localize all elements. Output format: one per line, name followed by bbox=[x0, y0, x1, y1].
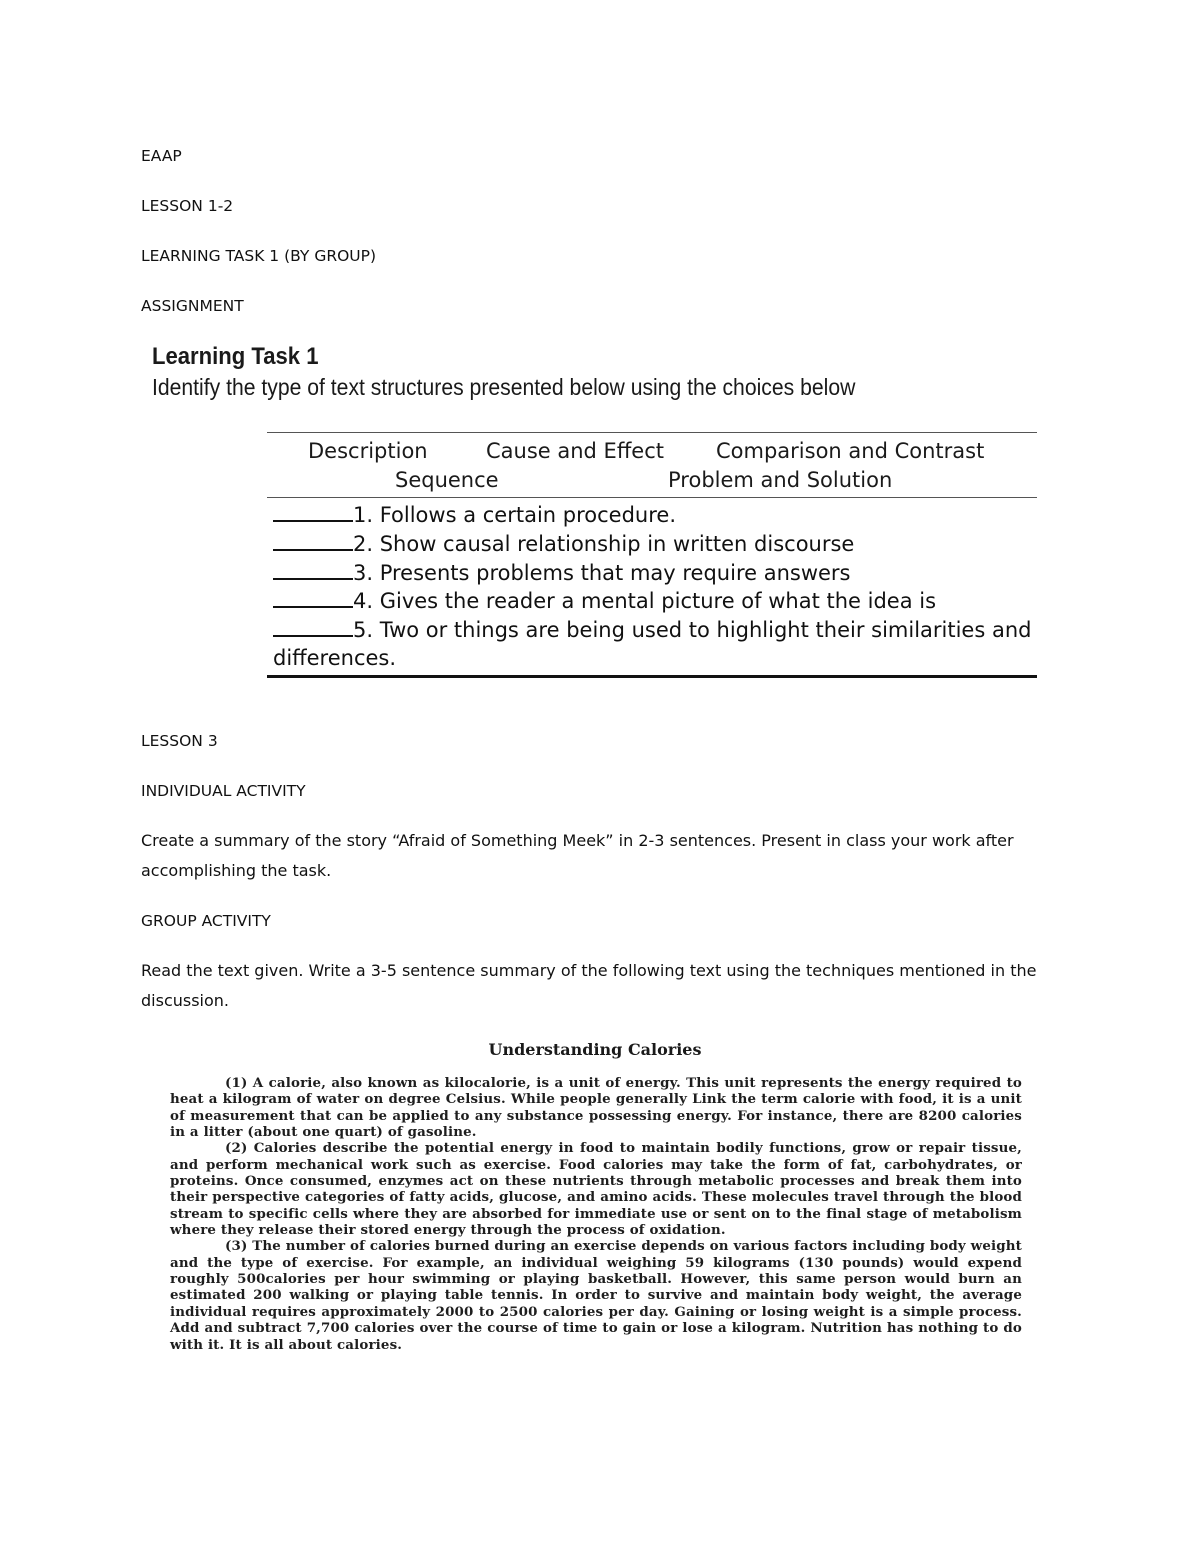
task-item-3: 3. Presents problems that may require answers bbox=[273, 560, 851, 585]
choice-cause-effect: Cause and Effect bbox=[486, 439, 664, 463]
task-item-1: 1. Follows a certain procedure. bbox=[273, 502, 676, 527]
task-item-4: 4. Gives the reader a mental picture of what the idea is bbox=[273, 588, 936, 613]
choice-sequence: Sequence bbox=[395, 468, 499, 492]
task-item-5-continuation: differences. bbox=[273, 646, 397, 670]
task-item-2: 2. Show causal relationship in written discourse bbox=[273, 531, 854, 556]
assignment-heading: ASSIGNMENT bbox=[141, 297, 244, 315]
individual-activity-heading: INDIVIDUAL ACTIVITY bbox=[141, 782, 306, 800]
learning-task-1-instruction: Identify the type of text structures presented below using the choices below bbox=[152, 374, 856, 400]
answer-blank bbox=[273, 617, 353, 637]
group-activity-heading: GROUP ACTIVITY bbox=[141, 912, 271, 930]
reading-paragraph-2: (2) Calories describe the potential energy in food to maintain bodily functions, grow or repair tissue, and perform mechanical work such as exercise. Food calories may take the form of fat, carbohydrates, or proteins. Once consumed, enzymes act on these nutrients through metabolic processes and break them into their perspective categories of fatty acids, glucose, and amino acids. These molecules travel through the blood stream to specific cells where they are absorbed for immediate use or sent on to the final stage of metabolism where they release their stored energy through the process of oxidation. bbox=[170, 1140, 1022, 1239]
choice-comparison-contrast: Comparison and Contrast bbox=[716, 439, 985, 463]
choice-problem-solution: Problem and Solution bbox=[668, 468, 893, 492]
answer-blank bbox=[273, 588, 353, 608]
reading-title: Understanding Calories bbox=[488, 1040, 702, 1059]
choices-bottom-rule bbox=[267, 497, 1037, 498]
answer-blank bbox=[273, 531, 353, 551]
course-code: EAAP bbox=[141, 147, 182, 165]
reading-paragraph-1: (1) A calorie, also known as kilocalorie, is a unit of energy. This unit represents the energy required to heat a kilogram of water on degree Celsius. While people generally Link the term calorie with food, it is a unit of measurement that can be applied to any substance possessing energy. For instance, there are 8200 calories in a litter (about one quart) of gasoline. bbox=[170, 1075, 1022, 1141]
lesson-1-2-heading: LESSON 1-2 bbox=[141, 197, 234, 215]
learning-task-heading: LEARNING TASK 1 (BY GROUP) bbox=[141, 247, 377, 265]
reading-paragraph-3: (3) The number of calories burned during an exercise depends on various factors including body weight and the type of exercise. For example, an individual weighing 59 kilograms (130 pounds) would expend roughly 500calories per hour swimming or playing basketball. However, this same person would burn an estimated 200 walking or playing table tennis. In order to survive and maintain body weight, the average individual requires approximately 2000 to 2500 calories per day. Gaining or losing weight is a simple process. Add and subtract 7,700 calories over the course of time to gain or lose a kilogram. Nutrition has nothing to do with it. It is all about calories. bbox=[170, 1238, 1022, 1353]
answer-blank bbox=[273, 560, 353, 580]
task-item-5: 5. Two or things are being used to highlight their similarities and bbox=[273, 617, 1031, 642]
individual-activity-text: Create a summary of the story “Afraid of Something Meek” in 2-3 sentences. Present in class your work after accomplishing the task. bbox=[141, 831, 1014, 880]
lesson-3-heading: LESSON 3 bbox=[141, 732, 218, 750]
task-bottom-rule bbox=[267, 675, 1037, 678]
group-activity-text: Read the text given. Write a 3-5 sentence summary of the following text using the techniques mentioned in the discussion. bbox=[141, 961, 1037, 1010]
choices-top-rule bbox=[267, 432, 1037, 433]
choice-description: Description bbox=[308, 439, 428, 463]
reading-body bbox=[170, 1075, 1022, 1353]
learning-task-1-title: Learning Task 1 bbox=[152, 343, 319, 370]
answer-blank bbox=[273, 502, 353, 522]
